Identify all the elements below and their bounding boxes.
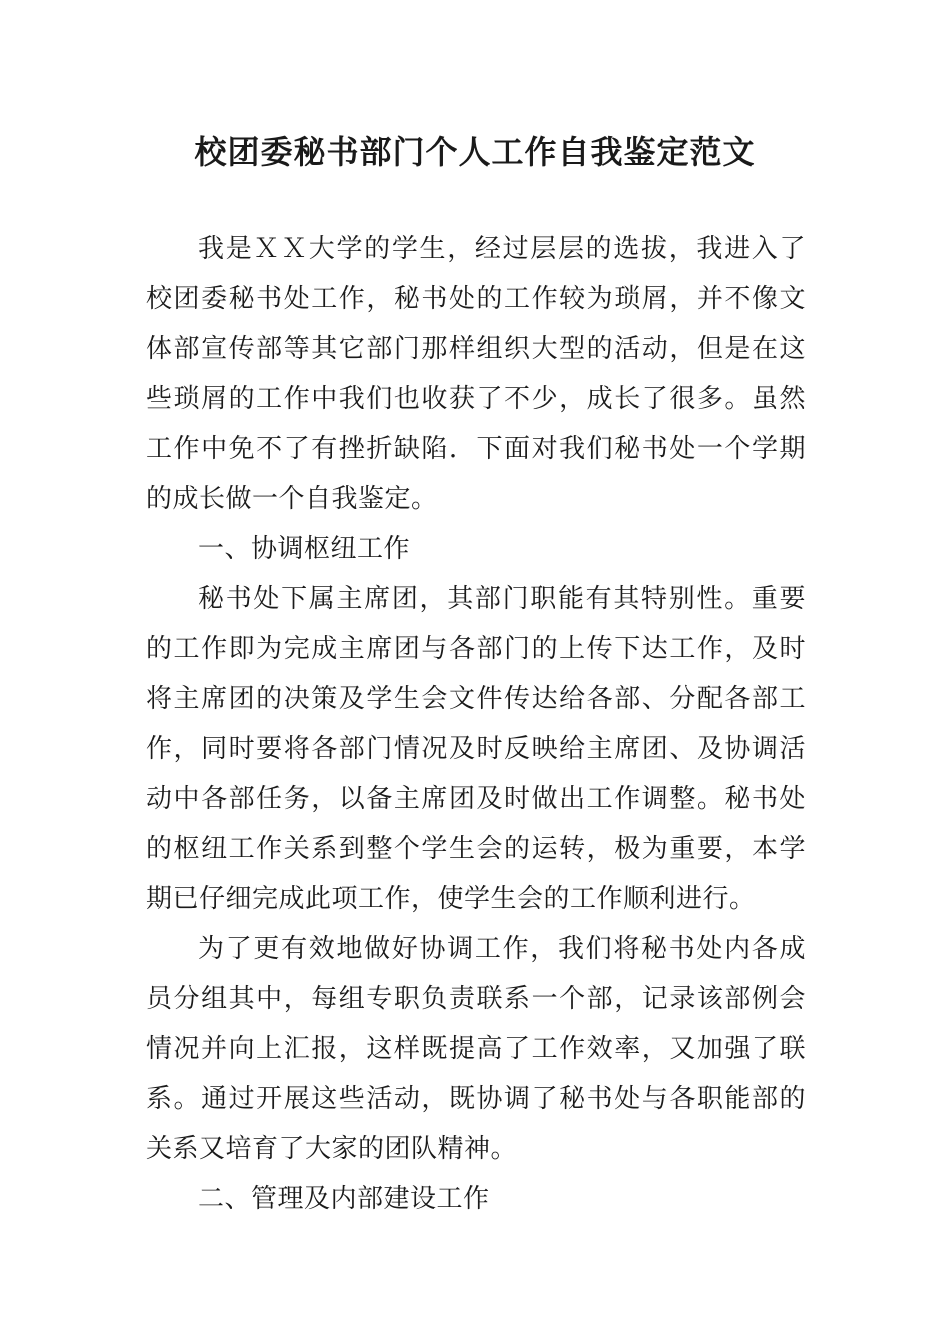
section-heading-management: 二、管理及内部建设工作 [198,1184,490,1214]
paragraph-intro: 我是ＸＸ大学的学生，经过层层的选拔，我进入了校团委秘书处工作，秘书处的工作较为琐屑，并不像文体部宣传部等其它部门那样组织大型的活动，但是在这些琐屑的工作中我们也收获了不少，成长了很多。虽然工作中免不了有挫折缺陷．下面对我们秘书处一个学期的成长做一个自我鉴定。 [146,234,806,514]
document-body [146,224,806,1224]
paragraph-coordination-groups: 为了更有效地做好协调工作，我们将秘书处内各成员分组其中，每组专职负责联系一个部，记录该部例会情况并向上汇报，这样既提高了工作效率，又加强了联系。通过开展这些活动，既协调了秘书处与各职能部的关系又培育了大家的团队精神。 [146,934,806,1164]
document-title: 校团委秘书部门个人工作自我鉴定范文 [194,133,756,171]
paragraph-coordination-duties: 秘书处下属主席团，其部门职能有其特别性。重要的工作即为完成主席团与各部门的上传下达工作，及时将主席团的决策及学生会文件传达给各部、分配各部工作，同时要将各部门情况及时反映给主席团、及协调活动中各部任务，以备主席团及时做出工作调整。秘书处的枢纽工作关系到整个学生会的运转，极为重要，本学期已仔细完成此项工作，使学生会的工作顺利进行。 [146,584,806,914]
section-heading-coordination: 一、协调枢纽工作 [198,534,411,564]
